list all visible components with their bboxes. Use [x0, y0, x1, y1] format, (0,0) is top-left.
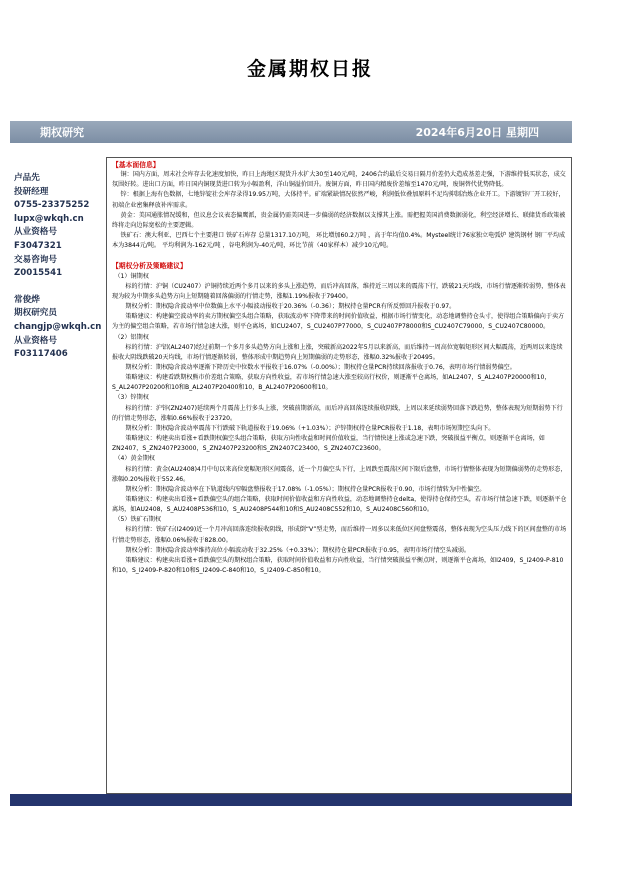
iron-ore-section-title: （5）铁矿石期权 — [114, 516, 161, 524]
analyst-name: 卢品先 — [14, 173, 40, 183]
license-number: F3047321 — [14, 240, 62, 251]
basic-zinc: 锌：根据上海有色数据，七地锌锭社会库存录得19.95万吨，大体持平。矿端紧缺情况依然严峻，利润低位叠加原料不足均抑制冶炼企业开工。下游镀锌厂开工较好，初端企业密集释放补库需求。 — [112, 191, 565, 209]
zinc-section-title: （3）锌期权 — [114, 394, 149, 402]
basic-info-header: 【基本面信息】 — [112, 161, 160, 169]
iron-ore-strategy: 策略建议：构建卖出看涨+看跌偏空头的期权组合策略，获取时间价值收益和方向性收益，当行情突破损益平衡点时，则逐渐平仓离场，如I2409，S_I2409-P-810和10，S_I2409-P-820和10和S_I2409-C-840和10，S_I2409-C-850和10。 — [112, 556, 564, 575]
analyst-title: 期权研究员 — [14, 308, 57, 319]
license-label: 从业资格号 — [14, 335, 57, 346]
copper-analysis: 期权分析：期权隐含波动率中位数偏上水平小幅波动报收于20.36%（-0.36）；期权持仓量PCR有所反弹回升报收于0.97。 — [125, 303, 456, 311]
aluminum-section-title: （2）铝期权 — [114, 333, 149, 341]
sidebar-gap — [14, 281, 106, 294]
license-number: F03117406 — [14, 349, 68, 360]
analyst-name: 常俊烨 — [14, 294, 40, 305]
header-band — [10, 121, 572, 143]
report-date: 2024年6月20日 星期四 — [415, 126, 539, 139]
analyst-email: lupx@wkqh.cn — [14, 213, 84, 224]
consult-label: 交易咨询号 — [14, 254, 57, 265]
iron-ore-analysis: 期权分析：期权隐含波动率维持高位小幅波动收于32.25%（+0.33%）；期权持仓量PCR报收于0.95，表明市场行情空头减弱。 — [125, 546, 471, 554]
section-label: 期权研究 — [40, 126, 84, 139]
copper-strategy: 策略建议：构建偏空波动率的卖方期权偏空头组合策略，获取波动率下降带来的时间价值收益，根据市场行情变化，动态地调整持仓头寸，使得组合策略偏向于卖方为主的偏空组合策略，若市场行情急速大涨，则平仓离场，如CU2407，S_CU2407P77000，S_CU2407P78000和S_CU2407C79000，S_CU2407C80000。 — [112, 313, 565, 331]
report-body — [106, 157, 572, 794]
zinc-analysis: 期权分析：期权隐含波动率震荡下行跌破下轨道报收于19.06%（+1.03%）；沪锌期权持仓量PCR报收于1.18，表明市场短期空头向下。 — [125, 424, 495, 432]
author-sidebar — [14, 172, 106, 362]
copper-section-title: （1）铜期权 — [114, 272, 149, 280]
analyst-email: changjp@wkqh.cn — [14, 321, 102, 332]
strategy-header: 【期权分析及策略建议】 — [112, 262, 187, 271]
gold-section-title: （4）黄金期权 — [114, 455, 155, 463]
footer-band — [10, 794, 572, 806]
basic-copper: 铜：国内方面，周末社会库存去化速度加快，昨日上海地区现货升水扩大30至140元/吨，2406合约最后交易日隔月价差仍大造成基差走强，下游维持低买状态，成交氛围好转。进出口方面，昨日国内铜现货进口转为小幅盈利，洋山铜溢价回升。废铜方面，昨日国内精废价差缩至1470元/吨，废铜替代优势降低。 — [112, 171, 566, 189]
section-gap — [112, 251, 567, 261]
zinc-market: 标的行情：沪锌(ZN2407)延续两个月震荡上行多头上涨，突破前期新高，而后冲高回落连续报收阴线，上周以来延续弱势回落下跌趋势，整体表现为短期弱势下行的行情走势形态，涨幅0.66%报收于23720。 — [112, 404, 563, 422]
consult-number: Z0015541 — [14, 268, 63, 279]
report-title: 金属期权日报 — [246, 58, 373, 80]
aluminum-analysis: 期权分析：期权隐含波动率逐渐下降历史中位数水平报收于16.07%（-0.00%）；期权持仓量PCR持续回落报收于0.76，表明市场行情弱势偏空。 — [125, 363, 516, 371]
iron-ore-market: 标的行情：铁矿石(I2409)近一个月冲高回落连续报收阴线，形成倒“V”型走势，而后维持一周多以来低位区间盘整震荡，整体表现为空头压力线下的区间盘整的市场行情走势形态，涨幅0.06%报收于828.00。 — [112, 526, 567, 544]
analyst-title: 投研经理 — [14, 186, 49, 197]
copper-market: 标的行情：沪铜（CU2407）沪铜持续近两个多月以来的多头上涨趋势，而后冲高回落，维持近三周以来的震荡下行，跌破21天均线，市场行情逐渐转弱势，整体表现为较为中期多头趋势方向上短期随着回落偏弱的行情走势，涨幅1.19%报收于79400。 — [112, 282, 566, 300]
analyst-phone: 0755-23375252 — [14, 200, 90, 211]
basic-iron-ore: 铁矿石：澳大利亚、巴西七个主要港口 铁矿石库存 总量1317.10万吨， 环比增加60.2万吨 ，高于年均值0.4%。Mysteel统计76家独立电弧炉 建筑钢材 钢厂平均成本为3844元/吨。 平均利润为-162元/吨 ，谷电利润为-40元/吨，环比节前（40家样本）减少10元/吨。 — [112, 232, 566, 250]
aluminum-market: 标的行情：沪铝(AL2407)经过前期一个多月多头趋势方向上涨和上涨，突破新高2022年5月以来新高，而后维持一周高位宽幅矩形区间大幅震荡，近两周以来连续报收大阴线跌破20天均线，市场行情逐渐转弱，整体形成中期趋势向上短期偏弱的走势形态，涨幅0.32%报收于20495。 — [112, 343, 563, 361]
gold-analysis: 期权分析：期权隐含波动率在下轨道线内窄幅盘整报收于17.08%（-1.05%）；期权持仓量PCR报收于0.90，市场行情转为中性偏空。 — [125, 485, 486, 493]
aluminum-strategy: 策略建议：构建看跌期权熊市价差组合策略，获取方向性收益，若市场行情急速大涨至较高行权价，则逐渐平仓离场，如AL2407，S_AL2407P20000和10，S_AL2407P20200和10和B_AL2407P20400和10，B_AL2407P20600和10。 — [112, 374, 551, 392]
gold-market: 标的行情：黄金(AU2408)4月中旬以来高位宽幅矩形区间震荡，近一个月偏空头下行，上周跌至震荡区间下限后盘整，市场行情整体表现为短期偏弱势的走势形态，涨幅0.20%报收于552.46。 — [112, 465, 567, 483]
gold-strategy: 策略建议：构建卖出看涨+看跌偏空头的组合策略，获取时间价值收益和方向性收益，动态地调整持仓delta，使得持仓保持空头，若市场行情急速下跌，则逐渐平仓离场，如AU2408，S_AU2408P536和10，S_AU2408P544和10和S_AU2408C552和10，S_AU2408C560和10。 — [112, 496, 567, 514]
basic-gold: 黄金：美国通胀情况缓和，但议息会议表态偏鹰派，贵金属仍需美国进一步偏弱的经济数据以支撑其上涨。需把握美国消费数据弱化，利空经济增长、联储货币政策被终将走向边际宽松的主要逻辑。 — [112, 211, 566, 229]
zinc-strategy: 策略建议：构建卖出看涨+看跌期权偏空头组合策略，获取方向性收益和时间价值收益，当行情快速上涨或急速下跌，突破损益平衡点，则逐渐平仓离场，如ZN2407，S_ZN2407P23000，S_ZN2407P23200和S_ZN2407C23400，S_ZN2407C23600。 — [112, 435, 545, 453]
license-label: 从业资格号 — [14, 227, 57, 238]
